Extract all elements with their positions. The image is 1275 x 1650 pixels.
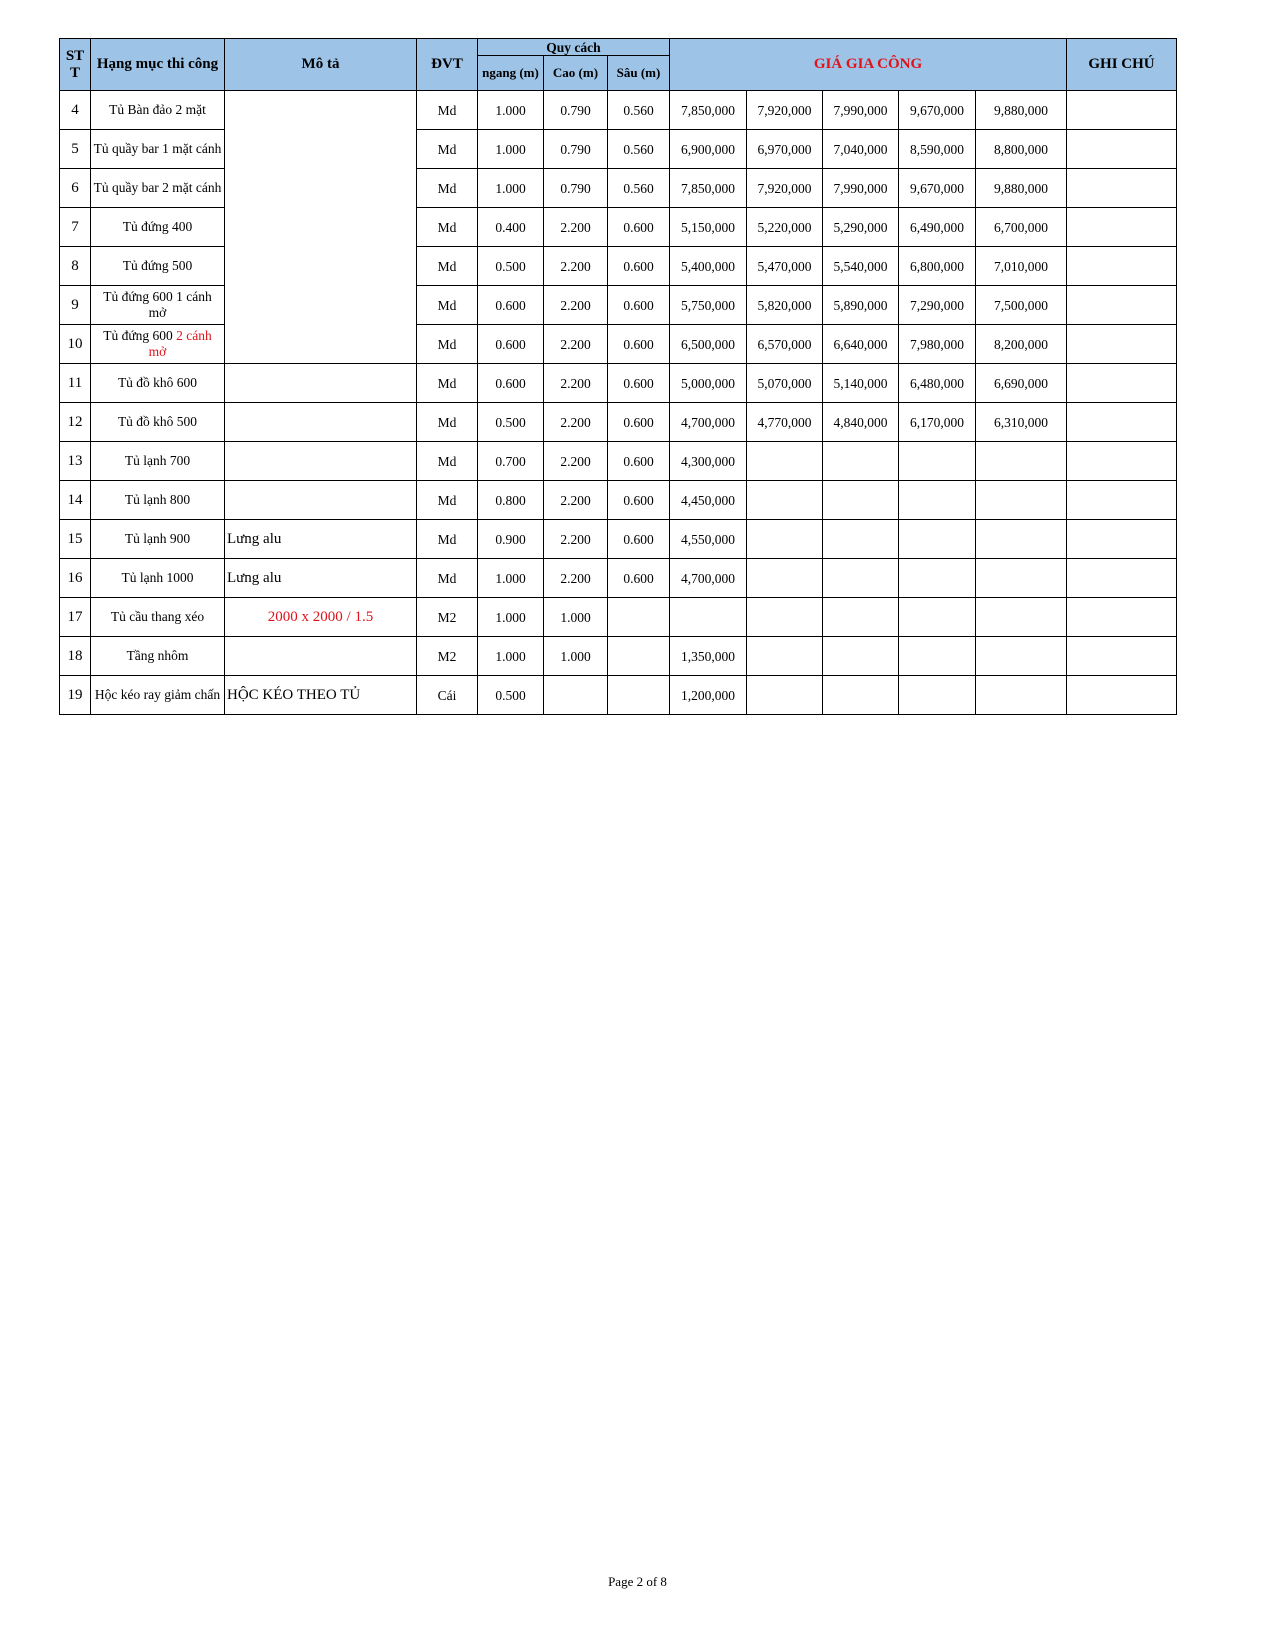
item-cell: Tủ quầy bar 1 mặt cánh	[91, 130, 225, 169]
unit-cell: Md	[417, 481, 478, 520]
stt-cell: 17	[60, 598, 91, 637]
price-cell: 5,290,000	[823, 208, 899, 247]
width-cell: 0.800	[478, 481, 544, 520]
unit-cell: Md	[417, 442, 478, 481]
item-text: Tủ đứng 600	[103, 328, 177, 343]
note-cell	[1067, 286, 1177, 325]
header-depth: Sâu (m)	[608, 56, 670, 91]
item-cell: Tủ đứng 500	[91, 247, 225, 286]
header-item: Hạng mục thi công	[91, 39, 225, 91]
width-cell: 0.600	[478, 325, 544, 364]
price-cell	[899, 598, 976, 637]
depth-cell: 0.600	[608, 520, 670, 559]
price-cell: 7,850,000	[670, 91, 747, 130]
width-cell: 1.000	[478, 598, 544, 637]
depth-cell: 0.600	[608, 559, 670, 598]
header-spec-group: Quy cách	[478, 39, 670, 56]
height-cell: 2.200	[544, 208, 608, 247]
note-cell	[1067, 442, 1177, 481]
unit-cell: Md	[417, 325, 478, 364]
header-width: ngang (m)	[478, 56, 544, 91]
item-cell: Tủ lạnh 900	[91, 520, 225, 559]
header-height: Cao (m)	[544, 56, 608, 91]
stt-cell: 16	[60, 559, 91, 598]
price-cell: 6,500,000	[670, 325, 747, 364]
price-cell	[899, 559, 976, 598]
depth-cell: 0.600	[608, 325, 670, 364]
price-cell	[747, 676, 823, 715]
header-stt: ST T	[60, 39, 91, 91]
item-cell: Tủ lạnh 800	[91, 481, 225, 520]
price-cell: 4,770,000	[747, 403, 823, 442]
width-cell: 1.000	[478, 559, 544, 598]
stt-cell: 10	[60, 325, 91, 364]
price-cell: 5,220,000	[747, 208, 823, 247]
width-cell: 0.500	[478, 403, 544, 442]
price-cell	[976, 520, 1067, 559]
price-cell: 5,750,000	[670, 286, 747, 325]
price-cell	[899, 637, 976, 676]
width-cell: 1.000	[478, 130, 544, 169]
price-cell: 6,700,000	[976, 208, 1067, 247]
price-cell	[823, 598, 899, 637]
desc-cell-merged	[225, 91, 417, 364]
stt-cell: 15	[60, 520, 91, 559]
note-cell	[1067, 520, 1177, 559]
table-row	[60, 598, 1177, 637]
price-cell: 7,010,000	[976, 247, 1067, 286]
price-cell: 5,400,000	[670, 247, 747, 286]
depth-cell	[608, 598, 670, 637]
note-cell	[1067, 481, 1177, 520]
price-cell	[823, 442, 899, 481]
desc-cell	[225, 403, 417, 442]
price-cell	[976, 481, 1067, 520]
price-cell: 1,350,000	[670, 637, 747, 676]
depth-cell: 0.600	[608, 481, 670, 520]
item-cell: Tủ cầu thang xéo	[91, 598, 225, 637]
price-cell: 4,300,000	[670, 442, 747, 481]
price-cell	[747, 559, 823, 598]
unit-cell: M2	[417, 637, 478, 676]
item-text-highlight: 2 cánh mở	[148, 328, 212, 359]
price-cell: 6,570,000	[747, 325, 823, 364]
depth-cell: 0.600	[608, 403, 670, 442]
width-cell: 0.600	[478, 286, 544, 325]
depth-cell: 0.600	[608, 364, 670, 403]
note-cell	[1067, 130, 1177, 169]
price-cell	[976, 676, 1067, 715]
unit-cell: Md	[417, 520, 478, 559]
note-cell	[1067, 208, 1177, 247]
price-cell: 6,480,000	[899, 364, 976, 403]
stt-cell: 4	[60, 91, 91, 130]
price-cell: 9,880,000	[976, 91, 1067, 130]
price-cell: 7,500,000	[976, 286, 1067, 325]
price-sheet	[59, 38, 1177, 715]
price-cell: 5,820,000	[747, 286, 823, 325]
price-cell: 4,700,000	[670, 403, 747, 442]
stt-cell: 8	[60, 247, 91, 286]
price-cell	[976, 559, 1067, 598]
unit-cell: Md	[417, 208, 478, 247]
stt-cell: 5	[60, 130, 91, 169]
price-cell	[823, 637, 899, 676]
item-cell: Tủ lạnh 700	[91, 442, 225, 481]
price-cell: 6,970,000	[747, 130, 823, 169]
price-cell: 7,990,000	[823, 91, 899, 130]
note-cell	[1067, 169, 1177, 208]
price-cell	[976, 598, 1067, 637]
height-cell: 2.200	[544, 520, 608, 559]
height-cell: 2.200	[544, 442, 608, 481]
price-cell	[899, 481, 976, 520]
header-price: GIÁ GIA CÔNG	[670, 39, 1067, 91]
price-cell: 4,840,000	[823, 403, 899, 442]
price-cell: 6,170,000	[899, 403, 976, 442]
stt-cell: 18	[60, 637, 91, 676]
item-cell	[91, 325, 225, 364]
unit-cell: Md	[417, 91, 478, 130]
header-desc: Mô tả	[225, 39, 417, 91]
header-note: GHI CHÚ	[1067, 39, 1177, 91]
item-cell: Tủ lạnh 1000	[91, 559, 225, 598]
depth-cell: 0.600	[608, 286, 670, 325]
width-cell: 0.500	[478, 247, 544, 286]
price-cell	[976, 442, 1067, 481]
width-cell: 1.000	[478, 169, 544, 208]
desc-cell	[225, 442, 417, 481]
price-cell: 7,980,000	[899, 325, 976, 364]
price-cell: 9,880,000	[976, 169, 1067, 208]
unit-cell: Cái	[417, 676, 478, 715]
price-cell: 5,890,000	[823, 286, 899, 325]
stt-cell: 9	[60, 286, 91, 325]
depth-cell	[608, 637, 670, 676]
note-cell	[1067, 676, 1177, 715]
price-cell: 5,140,000	[823, 364, 899, 403]
price-cell: 5,540,000	[823, 247, 899, 286]
table-header	[60, 39, 1177, 91]
width-cell: 0.500	[478, 676, 544, 715]
price-cell	[747, 598, 823, 637]
stt-cell: 14	[60, 481, 91, 520]
price-cell	[899, 520, 976, 559]
stt-cell: 13	[60, 442, 91, 481]
item-cell: Tủ đứng 600 1 cánh mở	[91, 286, 225, 325]
price-cell	[976, 637, 1067, 676]
depth-cell: 0.600	[608, 442, 670, 481]
price-cell	[747, 481, 823, 520]
height-cell	[544, 676, 608, 715]
height-cell: 2.200	[544, 559, 608, 598]
height-cell: 2.200	[544, 247, 608, 286]
note-cell	[1067, 403, 1177, 442]
note-cell	[1067, 559, 1177, 598]
price-cell: 8,200,000	[976, 325, 1067, 364]
unit-cell: M2	[417, 598, 478, 637]
desc-cell: Lưng alu	[225, 520, 417, 559]
price-cell	[747, 442, 823, 481]
height-cell: 2.200	[544, 364, 608, 403]
price-cell	[823, 676, 899, 715]
height-cell: 0.790	[544, 130, 608, 169]
price-cell: 7,920,000	[747, 91, 823, 130]
depth-cell: 0.560	[608, 130, 670, 169]
desc-cell: Lưng alu	[225, 559, 417, 598]
desc-cell: HỘC KÉO THEO TỦ	[225, 676, 417, 715]
header-unit: ĐVT	[417, 39, 478, 91]
item-cell: Hộc kéo ray giảm chấn	[91, 676, 225, 715]
depth-cell: 0.560	[608, 169, 670, 208]
price-cell: 7,920,000	[747, 169, 823, 208]
price-cell: 6,310,000	[976, 403, 1067, 442]
stt-cell: 7	[60, 208, 91, 247]
unit-cell: Md	[417, 169, 478, 208]
table-row	[60, 520, 1177, 559]
desc-cell: 2000 x 2000 / 1.5	[225, 598, 417, 637]
stt-cell: 12	[60, 403, 91, 442]
width-cell: 1.000	[478, 637, 544, 676]
item-cell: Tủ đứng 400	[91, 208, 225, 247]
price-cell: 6,690,000	[976, 364, 1067, 403]
note-cell	[1067, 247, 1177, 286]
unit-cell: Md	[417, 247, 478, 286]
height-cell: 2.200	[544, 325, 608, 364]
note-cell	[1067, 325, 1177, 364]
note-cell	[1067, 637, 1177, 676]
table-row	[60, 676, 1177, 715]
price-cell: 7,990,000	[823, 169, 899, 208]
height-cell: 0.790	[544, 91, 608, 130]
height-cell: 0.790	[544, 169, 608, 208]
height-cell: 2.200	[544, 286, 608, 325]
price-cell: 4,450,000	[670, 481, 747, 520]
price-cell: 7,290,000	[899, 286, 976, 325]
item-cell: Tủ Bàn đảo 2 mặt	[91, 91, 225, 130]
price-table	[59, 38, 1177, 715]
price-cell	[670, 598, 747, 637]
price-cell: 6,490,000	[899, 208, 976, 247]
price-cell: 9,670,000	[899, 169, 976, 208]
width-cell: 0.600	[478, 364, 544, 403]
unit-cell: Md	[417, 559, 478, 598]
item-cell: Tủ đồ khô 600	[91, 364, 225, 403]
price-cell: 5,150,000	[670, 208, 747, 247]
price-cell: 6,640,000	[823, 325, 899, 364]
table-row	[60, 403, 1177, 442]
note-cell	[1067, 364, 1177, 403]
desc-cell	[225, 364, 417, 403]
price-cell: 7,040,000	[823, 130, 899, 169]
width-cell: 0.900	[478, 520, 544, 559]
depth-cell	[608, 676, 670, 715]
stt-cell: 11	[60, 364, 91, 403]
note-cell	[1067, 91, 1177, 130]
price-cell: 1,200,000	[670, 676, 747, 715]
unit-cell: Md	[417, 286, 478, 325]
table-body	[60, 91, 1177, 715]
height-cell: 2.200	[544, 481, 608, 520]
table-row	[60, 481, 1177, 520]
height-cell: 2.200	[544, 403, 608, 442]
height-cell: 1.000	[544, 598, 608, 637]
depth-cell: 0.600	[608, 247, 670, 286]
price-cell: 5,070,000	[747, 364, 823, 403]
table-row	[60, 637, 1177, 676]
note-cell	[1067, 598, 1177, 637]
price-cell	[823, 559, 899, 598]
width-cell: 0.400	[478, 208, 544, 247]
price-cell: 4,700,000	[670, 559, 747, 598]
desc-cell	[225, 481, 417, 520]
price-cell: 6,800,000	[899, 247, 976, 286]
price-cell	[899, 442, 976, 481]
price-cell: 6,900,000	[670, 130, 747, 169]
depth-cell: 0.600	[608, 208, 670, 247]
price-cell	[747, 637, 823, 676]
price-cell: 4,550,000	[670, 520, 747, 559]
price-cell	[747, 520, 823, 559]
price-cell: 8,590,000	[899, 130, 976, 169]
stt-cell: 19	[60, 676, 91, 715]
table-row	[60, 442, 1177, 481]
width-cell: 1.000	[478, 91, 544, 130]
price-cell	[823, 481, 899, 520]
price-cell: 5,470,000	[747, 247, 823, 286]
page-number: Page 2 of 8	[608, 1574, 667, 1589]
table-row	[60, 364, 1177, 403]
item-cell: Tủ quầy bar 2 mặt cánh	[91, 169, 225, 208]
price-cell: 7,850,000	[670, 169, 747, 208]
depth-cell: 0.560	[608, 91, 670, 130]
stt-cell: 6	[60, 169, 91, 208]
table-row	[60, 91, 1177, 130]
price-cell: 8,800,000	[976, 130, 1067, 169]
item-cell: Tủ đồ khô 500	[91, 403, 225, 442]
width-cell: 0.700	[478, 442, 544, 481]
price-cell	[823, 520, 899, 559]
unit-cell: Md	[417, 130, 478, 169]
height-cell: 1.000	[544, 637, 608, 676]
price-cell	[899, 676, 976, 715]
item-cell: Tầng nhôm	[91, 637, 225, 676]
unit-cell: Md	[417, 364, 478, 403]
desc-cell	[225, 637, 417, 676]
price-cell: 9,670,000	[899, 91, 976, 130]
unit-cell: Md	[417, 403, 478, 442]
price-cell: 5,000,000	[670, 364, 747, 403]
table-row	[60, 559, 1177, 598]
